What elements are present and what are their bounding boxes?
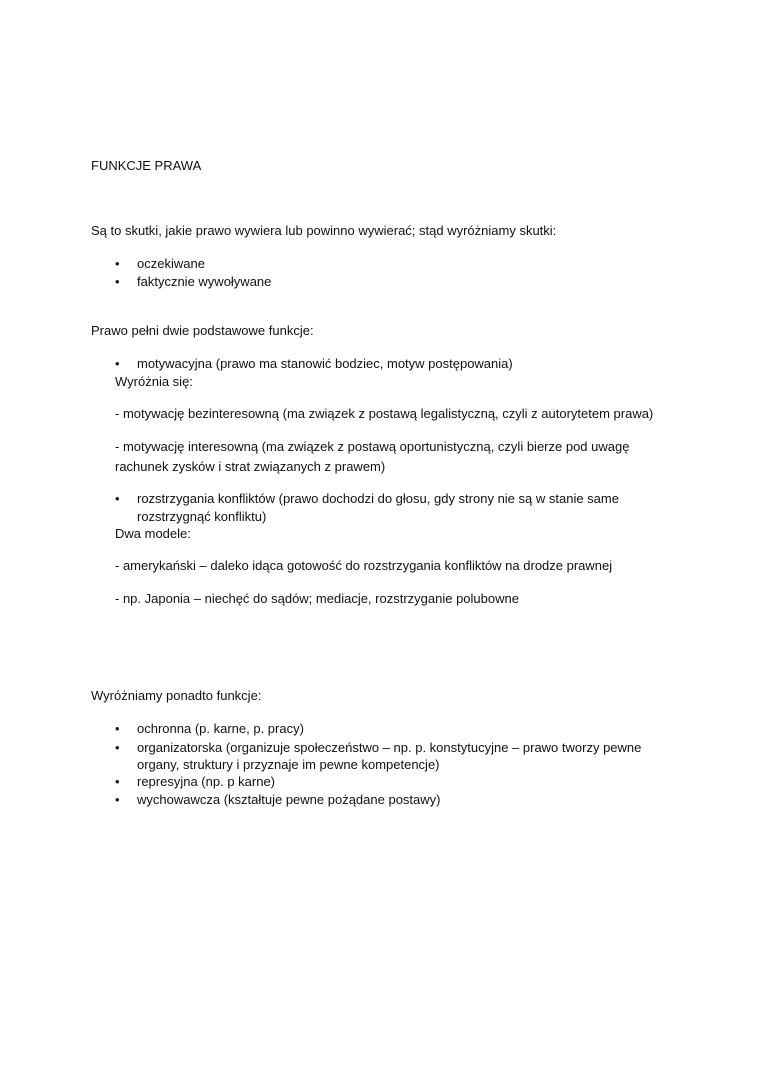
list-item-motivational: motywacyjna (prawo ma stanowić bodziec, motyw postępowania)	[137, 356, 513, 371]
list-item-organizational-line1: organizatorska (organizuje społeczeństwo – np. p. konstytucyjne – prawo tworzy pewne	[137, 740, 642, 755]
model-american: - amerykański – daleko idąca gotowość do rozstrzygania konfliktów na drodze prawnej	[115, 558, 613, 573]
conflict-models: Dwa modele:	[115, 526, 191, 541]
list-item-repressive: represyjna (np. p karne)	[137, 774, 276, 789]
bullet-icon: •	[115, 774, 120, 789]
model-japan: - np. Japonia – niechęć do sądów; mediacje, rozstrzyganie polubowne	[115, 591, 519, 606]
motivation-interested-line2: rachunek zysków i strat związanych z prawem)	[115, 459, 386, 474]
bullet-icon: •	[115, 792, 120, 807]
functions-intro: Prawo pełni dwie podstawowe funkcje:	[91, 323, 314, 338]
motivational-distinguish: Wyróżnia się:	[115, 374, 193, 389]
motivation-interested-line1: - motywację interesowną (ma związek z postawą oportunistyczną, czyli bierze pod uwagę	[115, 439, 630, 454]
document-title: FUNKCJE PRAWA	[91, 158, 202, 173]
bullet-icon: •	[115, 256, 120, 271]
bullet-icon: •	[115, 491, 120, 506]
list-item-conflict-line2: rozstrzygnąć konfliktu)	[137, 509, 267, 524]
list-item-effect-actual: faktycznie wywoływane	[137, 274, 272, 289]
bullet-icon: •	[115, 274, 120, 289]
list-item-organizational-line2: organy, struktury i przyznaje im pewne kompetencje)	[137, 757, 440, 772]
additional-intro: Wyróżniamy ponadto funkcje:	[91, 688, 262, 703]
motivation-disinterested: - motywację bezinteresowną (ma związek z postawą legalistyczną, czyli z autorytetem prawa)	[115, 406, 654, 421]
list-item-educational: wychowawcza (kształtuje pewne pożądane postawy)	[137, 792, 441, 807]
intro-paragraph: Są to skutki, jakie prawo wywiera lub powinno wywierać; stąd wyróżniamy skutki:	[91, 223, 557, 238]
bullet-icon: •	[115, 740, 120, 755]
list-item-effect-expected: oczekiwane	[137, 256, 205, 271]
list-item-protective: ochronna (p. karne, p. pracy)	[137, 721, 304, 736]
list-item-conflict-line1: rozstrzygania konfliktów (prawo dochodzi do głosu, gdy strony nie są w stanie same	[137, 491, 619, 506]
bullet-icon: •	[115, 721, 120, 736]
bullet-icon: •	[115, 356, 120, 371]
